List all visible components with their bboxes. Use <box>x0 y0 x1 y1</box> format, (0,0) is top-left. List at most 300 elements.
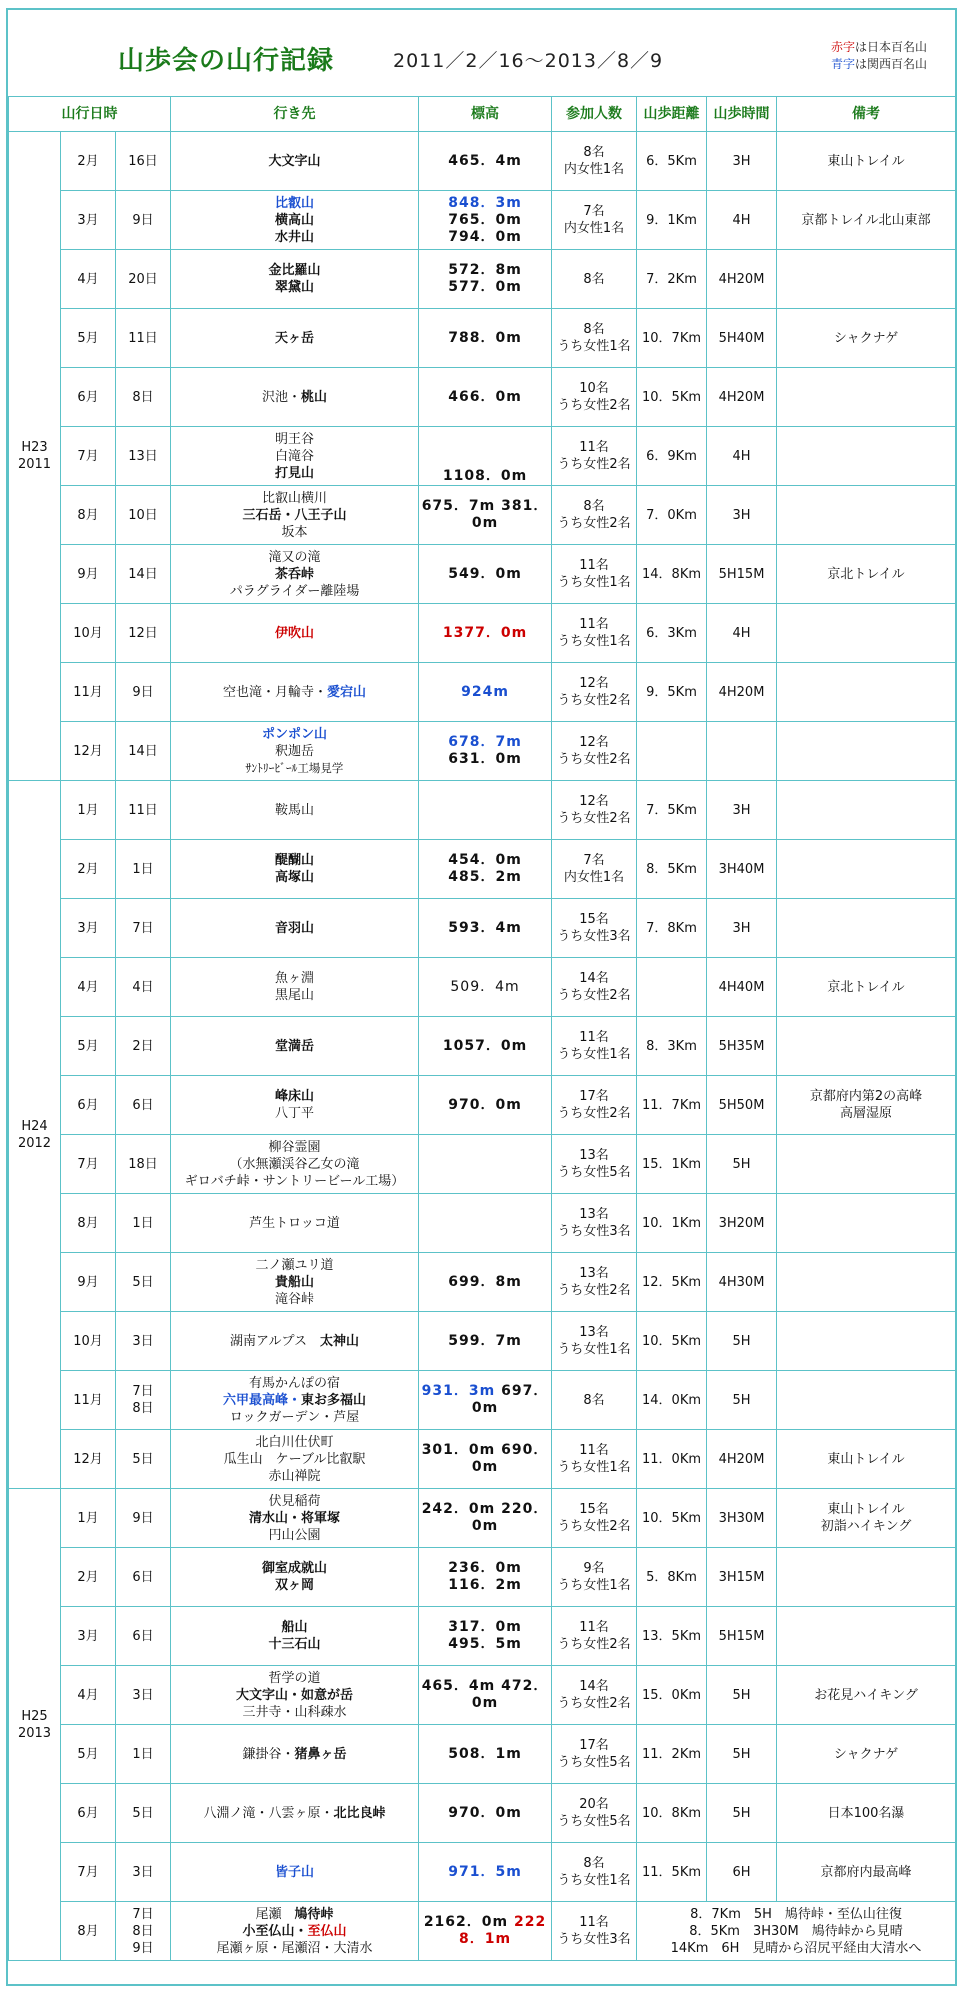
header-row <box>9 97 956 132</box>
elevation-cell <box>419 368 552 427</box>
destination-line: 比叡山横川 <box>262 490 328 506</box>
day-line: 7日 <box>132 920 154 936</box>
participants-line: うち女性1名 <box>557 1047 631 1062</box>
notes-line: 東山トレイル <box>827 1451 905 1467</box>
destination-line: 北白川仕伏町 <box>255 1434 334 1450</box>
col-header-date: 山行日時 <box>9 97 171 132</box>
participants-line: 8名 <box>583 1392 605 1408</box>
elevation-part: 931．3m <box>421 1383 496 1399</box>
duration-cell: 3H <box>707 486 777 545</box>
destination-line: （水無瀬渓谷乙女の滝 <box>229 1156 360 1172</box>
day-cell <box>116 427 171 486</box>
destination-part: 愛宕山 <box>327 684 367 700</box>
distance-cell: 11．7Km <box>637 1076 707 1135</box>
participants-cell <box>552 1253 637 1312</box>
destination-cell <box>171 1489 419 1548</box>
destination-cell <box>171 840 419 899</box>
month-cell: 2月 <box>61 132 116 191</box>
destination-line: 御室成就山 <box>262 1561 328 1576</box>
elevation-line: 485．2m <box>448 869 522 885</box>
duration-cell: 5H <box>707 1784 777 1843</box>
elevation-line: 301．0m 690． <box>421 1442 549 1458</box>
participants-line: うち女性2名 <box>557 693 631 708</box>
destination-line: 天ヶ岳 <box>275 330 315 346</box>
destination-line: 円山公園 <box>268 1527 321 1543</box>
participants-line: うち女性1名 <box>557 1873 631 1888</box>
month-cell: 10月 <box>61 1312 116 1371</box>
duration-cell: 3H15M <box>707 1548 777 1607</box>
duration-cell: 4H40M <box>707 958 777 1017</box>
participants-line: うち女性1名 <box>557 1342 631 1357</box>
duration-cell: 4H <box>707 427 777 486</box>
notes-line: 東山トレイル <box>827 1502 905 1517</box>
year-cell <box>9 1489 61 1961</box>
elevation-line: 0m <box>471 515 499 531</box>
destination-cell <box>171 958 419 1017</box>
participants-cell <box>552 545 637 604</box>
day-cell <box>116 1371 171 1430</box>
elevation-line: 924m <box>461 683 509 700</box>
month-cell: 4月 <box>61 1666 116 1725</box>
participants-cell <box>552 1017 637 1076</box>
destination-part: 沢池・ <box>262 389 302 405</box>
destination-cell <box>171 1194 419 1253</box>
destination-line: 比叡山 <box>275 195 315 211</box>
notes-line: 京北トレイル <box>827 979 905 995</box>
day-line: 4日 <box>132 979 154 995</box>
participants-cell <box>552 958 637 1017</box>
participants-line: 11名 <box>579 1030 609 1045</box>
elevation-cell <box>419 427 552 486</box>
participants-line: うち女性1名 <box>557 634 631 649</box>
elevation-part: 2162．0m <box>423 1914 514 1930</box>
day-cell <box>116 1076 171 1135</box>
destination-line <box>173 1392 416 1409</box>
table-row <box>9 545 956 604</box>
day-line: 9日 <box>132 212 154 228</box>
destination-line <box>173 1746 416 1763</box>
notes-line: シャクナゲ <box>833 1746 899 1762</box>
elevation-cell <box>419 1371 552 1430</box>
year-number: 2011 <box>17 457 52 472</box>
destination-line: 二ノ瀬ユリ道 <box>255 1257 334 1273</box>
month-cell: 1月 <box>61 781 116 840</box>
day-line: 14日 <box>128 566 158 582</box>
notes-cell <box>777 1253 956 1312</box>
notes-cell <box>777 309 956 368</box>
destination-line: 清水山・将軍塚 <box>249 1510 341 1526</box>
table-row <box>9 1843 956 1902</box>
table-row <box>9 899 956 958</box>
month-cell: 2月 <box>61 840 116 899</box>
participants-cell <box>552 1312 637 1371</box>
table-row <box>9 1666 956 1725</box>
distance-cell: 7．8Km <box>637 899 707 958</box>
month-cell: 11月 <box>61 1371 116 1430</box>
distance-cell: 15．1Km <box>637 1135 707 1194</box>
day-line: 8日 <box>132 1401 154 1416</box>
day-cell <box>116 1784 171 1843</box>
distance-cell <box>637 958 707 1017</box>
participants-line: 11名 <box>579 1443 609 1458</box>
participants-line: うち女性1名 <box>557 1578 631 1593</box>
distance-cell: 6．5Km <box>637 132 707 191</box>
participants-line: 15名 <box>579 1502 609 1517</box>
elevation-line: 675．7m 381． <box>421 498 549 514</box>
day-line: 5日 <box>132 1274 154 1290</box>
col-header-distance: 山歩距離 <box>637 97 707 132</box>
elevation-cell <box>419 1430 552 1489</box>
elevation-cell <box>419 1312 552 1371</box>
participants-line: 7名 <box>583 853 605 868</box>
destination-line: 醍醐山 <box>275 853 315 868</box>
elevation-line: 242．0m 220． <box>421 1501 549 1517</box>
participants-line: 8名 <box>583 145 605 160</box>
destination-line: 三石岳・八王子山 <box>242 507 347 523</box>
participants-cell <box>552 1076 637 1135</box>
destination-line: パラグライダー離陸場 <box>229 583 360 599</box>
participants-line: うち女性3名 <box>557 1224 631 1239</box>
participants-line: 17名 <box>579 1089 609 1104</box>
destination-line: 滝又の滝 <box>268 549 321 565</box>
destination-line: ポンポン山 <box>262 726 328 742</box>
day-line: 16日 <box>128 153 158 169</box>
participants-line: うち女性2名 <box>557 1519 631 1534</box>
participants-line: 12名 <box>579 676 609 691</box>
duration-cell: 5H35M <box>707 1017 777 1076</box>
destination-cell <box>171 1607 419 1666</box>
year-label: H25 <box>21 1708 48 1724</box>
day-cell <box>116 899 171 958</box>
table-row <box>9 1902 956 1961</box>
notes-cell <box>777 191 956 250</box>
year-cell <box>9 781 61 1489</box>
destination-part: 東お多福山 <box>301 1392 367 1408</box>
table-row <box>9 1194 956 1253</box>
duration-cell: 5H50M <box>707 1076 777 1135</box>
day-line: 9日 <box>132 1510 154 1526</box>
elevation-line: 970．0m <box>448 1096 522 1113</box>
destination-line: 明王谷 <box>275 431 315 447</box>
participants-line: うち女性3名 <box>557 1932 631 1947</box>
participants-cell <box>552 1194 637 1253</box>
table-row <box>9 958 956 1017</box>
destination-part: 鎌掛谷・ <box>242 1746 295 1762</box>
participants-line: 11名 <box>579 617 609 632</box>
notes-line: 東山トレイル <box>827 153 905 169</box>
duration-cell: 3H40M <box>707 840 777 899</box>
elevation-line <box>421 1383 549 1400</box>
participants-line: うち女性2名 <box>557 1696 631 1711</box>
destination-cell <box>171 486 419 545</box>
duration-cell: 3H30M <box>707 1489 777 1548</box>
notes-cell <box>777 958 956 1017</box>
month-cell: 3月 <box>61 191 116 250</box>
destination-line: 船山 <box>281 1620 308 1635</box>
day-cell <box>116 486 171 545</box>
duration-cell: 3H20M <box>707 1194 777 1253</box>
page-title: 山歩会の山行記録 <box>118 46 335 76</box>
day-cell <box>116 958 171 1017</box>
elevation-line: 466．0m <box>448 388 522 405</box>
elevation-cell <box>419 722 552 781</box>
destination-cell <box>171 1430 419 1489</box>
day-cell <box>116 1607 171 1666</box>
table-row <box>9 486 956 545</box>
elevation-line: 631．0m <box>448 751 522 767</box>
participants-cell <box>552 427 637 486</box>
month-cell: 9月 <box>61 545 116 604</box>
notes-cell <box>777 722 956 781</box>
participants-line: うち女性5名 <box>557 1755 631 1770</box>
distance-cell: 11．5Km <box>637 1843 707 1902</box>
destination-line: 打見山 <box>275 465 315 481</box>
destination-line: 双ヶ岡 <box>275 1578 315 1593</box>
participants-cell <box>552 899 637 958</box>
month-cell: 5月 <box>61 309 116 368</box>
elevation-line: 572．8m <box>448 262 522 278</box>
notes-line: 初詣ハイキング <box>820 1519 912 1534</box>
participants-line: うち女性2名 <box>557 398 631 413</box>
day-line: 6日 <box>132 1097 154 1113</box>
distance-cell: 10．1Km <box>637 1194 707 1253</box>
day-line: 9日 <box>132 684 154 700</box>
month-cell: 8月 <box>61 486 116 545</box>
date-range: 2011／2／16～2013／8／9 <box>393 50 664 72</box>
participants-line: 内女性1名 <box>563 162 625 177</box>
participants-line: うち女性2名 <box>557 1106 631 1121</box>
notes-cell <box>777 427 956 486</box>
participants-line: 13名 <box>579 1207 609 1222</box>
participants-cell <box>552 663 637 722</box>
day-line: 7日 <box>132 1384 154 1399</box>
destination-cell <box>171 1548 419 1607</box>
destination-part: 空也滝・月輪寺・ <box>223 684 328 700</box>
destination-line: 黒尾山 <box>275 988 315 1003</box>
duration-cell: 5H <box>707 1371 777 1430</box>
hike-log-table <box>8 96 956 1961</box>
destination-part: 湖南アルプス <box>230 1333 320 1349</box>
duration-cell: 4H20M <box>707 368 777 427</box>
day-cell <box>116 1902 171 1961</box>
destination-line: ｻﾝﾄﾘｰﾋﾞｰﾙ工場見学 <box>245 760 344 775</box>
elevation-line: 848．3m <box>448 194 522 211</box>
destination-line: 白滝谷 <box>275 448 315 464</box>
destination-line: 皆子山 <box>275 1864 315 1880</box>
participants-line: 12名 <box>579 735 609 750</box>
elevation-line: 970．0m <box>448 1804 522 1821</box>
participants-cell <box>552 781 637 840</box>
day-line: 8日 <box>132 389 154 405</box>
distance-cell: 10．5Km <box>637 1312 707 1371</box>
notes-cell <box>777 663 956 722</box>
destination-cell <box>171 663 419 722</box>
elevation-line: 1377．0m <box>442 624 528 641</box>
destination-cell <box>171 781 419 840</box>
elevation-cell <box>419 604 552 663</box>
table-row <box>9 1489 956 1548</box>
month-cell: 6月 <box>61 1784 116 1843</box>
notes-cell <box>777 1725 956 1784</box>
participants-line: 9名 <box>583 1561 605 1576</box>
participants-line: うち女性2名 <box>557 1283 631 1298</box>
participants-line: 7名 <box>583 204 605 219</box>
destination-line: 三井寺・山科疎水 <box>242 1704 347 1720</box>
participants-line: 内女性1名 <box>563 221 625 236</box>
participants-line: 11名 <box>579 440 609 455</box>
table-row <box>9 1725 956 1784</box>
participants-cell <box>552 1430 637 1489</box>
table-row <box>9 1784 956 1843</box>
day-line: 13日 <box>128 448 158 464</box>
participants-cell <box>552 1135 637 1194</box>
elevation-line: 599．7m <box>448 1332 522 1349</box>
participants-line: うち女性2名 <box>557 811 631 826</box>
destination-part: 猪鼻ヶ岳 <box>294 1746 347 1762</box>
elevation-line: 971．5m <box>448 1863 522 1880</box>
participants-line: 8名 <box>583 1856 605 1871</box>
duration-cell: 5H15M <box>707 545 777 604</box>
month-cell: 7月 <box>61 1135 116 1194</box>
participants-line: 8名 <box>583 271 605 287</box>
duration-cell <box>707 722 777 781</box>
destination-line: 滝谷峠 <box>275 1291 315 1307</box>
duration-cell: 4H <box>707 191 777 250</box>
duration-cell: 4H <box>707 604 777 663</box>
day-cell <box>116 840 171 899</box>
participants-line: うち女性2名 <box>557 988 631 1003</box>
col-header-duration: 山歩時間 <box>707 97 777 132</box>
elevation-cell <box>419 1017 552 1076</box>
duration-cell: 4H20M <box>707 1430 777 1489</box>
day-line: 2日 <box>132 1038 154 1054</box>
elevation-line: 8．1m <box>458 1931 512 1947</box>
destination-line: 茶呑峠 <box>275 566 315 582</box>
day-line: 7日 <box>132 1906 154 1922</box>
destination-cell <box>171 250 419 309</box>
duration-cell: 5H15M <box>707 1607 777 1666</box>
day-line: 11日 <box>128 330 158 346</box>
month-cell: 2月 <box>61 1548 116 1607</box>
table-row <box>9 1548 956 1607</box>
notes-line: 8．5Km 3H30M 鳩待峠から見晴 <box>689 1923 903 1939</box>
elevation-line: 0m <box>471 1400 499 1416</box>
duration-cell: 5H <box>707 1725 777 1784</box>
destination-line: 貴船山 <box>275 1274 315 1290</box>
elevation-line: 236．0m <box>448 1560 522 1576</box>
notes-cell <box>777 1194 956 1253</box>
table-row <box>9 1017 956 1076</box>
notes-cell <box>777 1843 956 1902</box>
day-line: 10日 <box>128 507 158 523</box>
distance-cell: 8．5Km <box>637 840 707 899</box>
day-line: 5日 <box>132 1451 154 1467</box>
title-area <box>8 10 957 94</box>
day-cell <box>116 1666 171 1725</box>
distance-cell: 5．8Km <box>637 1548 707 1607</box>
distance-cell: 7．5Km <box>637 781 707 840</box>
elevation-line: 495．5m <box>448 1636 522 1652</box>
day-line: 6日 <box>132 1628 154 1644</box>
destination-cell <box>171 1725 419 1784</box>
elevation-cell <box>419 840 552 899</box>
day-line: 1日 <box>132 1215 154 1231</box>
day-cell <box>116 1253 171 1312</box>
notes-cell <box>777 781 956 840</box>
notes-cell <box>777 1489 956 1548</box>
notes-line: 日本100名瀑 <box>827 1805 905 1821</box>
elevation-cell <box>419 1548 552 1607</box>
participants-line: 8名 <box>583 322 605 337</box>
destination-cell <box>171 1666 419 1725</box>
day-cell <box>116 1843 171 1902</box>
participants-cell <box>552 1548 637 1607</box>
day-cell <box>116 1135 171 1194</box>
table-row <box>9 1135 956 1194</box>
elevation-cell <box>419 486 552 545</box>
table-row <box>9 781 956 840</box>
participants-line: 15名 <box>579 912 609 927</box>
elevation-cell <box>419 1784 552 1843</box>
destination-line: 赤山禅院 <box>268 1468 321 1484</box>
participants-line: うち女性2名 <box>557 752 631 767</box>
month-cell: 1月 <box>61 1489 116 1548</box>
table-row <box>9 663 956 722</box>
elevation-line: 465．4m <box>448 152 522 169</box>
notes-cell <box>777 486 956 545</box>
elevation-line <box>421 1914 549 1931</box>
participants-cell <box>552 191 637 250</box>
elevation-line: 1057．0m <box>442 1037 528 1054</box>
participants-cell <box>552 132 637 191</box>
day-cell <box>116 1430 171 1489</box>
participants-line: うち女性1名 <box>557 339 631 354</box>
participants-line: 12名 <box>579 794 609 809</box>
distance-cell: 10．5Km <box>637 368 707 427</box>
destination-line: 堂満岳 <box>275 1038 315 1054</box>
destination-cell <box>171 191 419 250</box>
elevation-line: 794．0m <box>448 228 522 245</box>
participants-cell <box>552 840 637 899</box>
notes-cell <box>777 604 956 663</box>
day-line: 6日 <box>132 1569 154 1585</box>
day-line: 3日 <box>132 1333 154 1349</box>
elevation-cell <box>419 781 552 840</box>
elevation-cell <box>419 545 552 604</box>
distance-cell: 7．2Km <box>637 250 707 309</box>
destination-line: 伊吹山 <box>275 625 315 641</box>
elevation-line: 699．8m <box>448 1273 522 1290</box>
participants-line: うち女性1名 <box>557 1460 631 1475</box>
table-row <box>9 1253 956 1312</box>
day-cell <box>116 309 171 368</box>
destination-line: ギロバチ峠・サントリービール工場） <box>184 1173 405 1189</box>
legend-red-text: は日本百名山 <box>854 40 927 54</box>
year-cell <box>9 132 61 781</box>
day-line: 5日 <box>132 1805 154 1821</box>
destination-cell <box>171 899 419 958</box>
destination-line <box>173 389 416 406</box>
destination-line: 哲学の道 <box>268 1670 321 1686</box>
participants-line: うち女性2名 <box>557 1637 631 1652</box>
day-cell <box>116 781 171 840</box>
month-cell: 6月 <box>61 1076 116 1135</box>
duration-cell: 4H20M <box>707 663 777 722</box>
legend-blue <box>831 55 927 72</box>
distance-cell: 15．0Km <box>637 1666 707 1725</box>
notes-line: 京都府内最高峰 <box>820 1864 912 1880</box>
elevation-cell <box>419 1843 552 1902</box>
